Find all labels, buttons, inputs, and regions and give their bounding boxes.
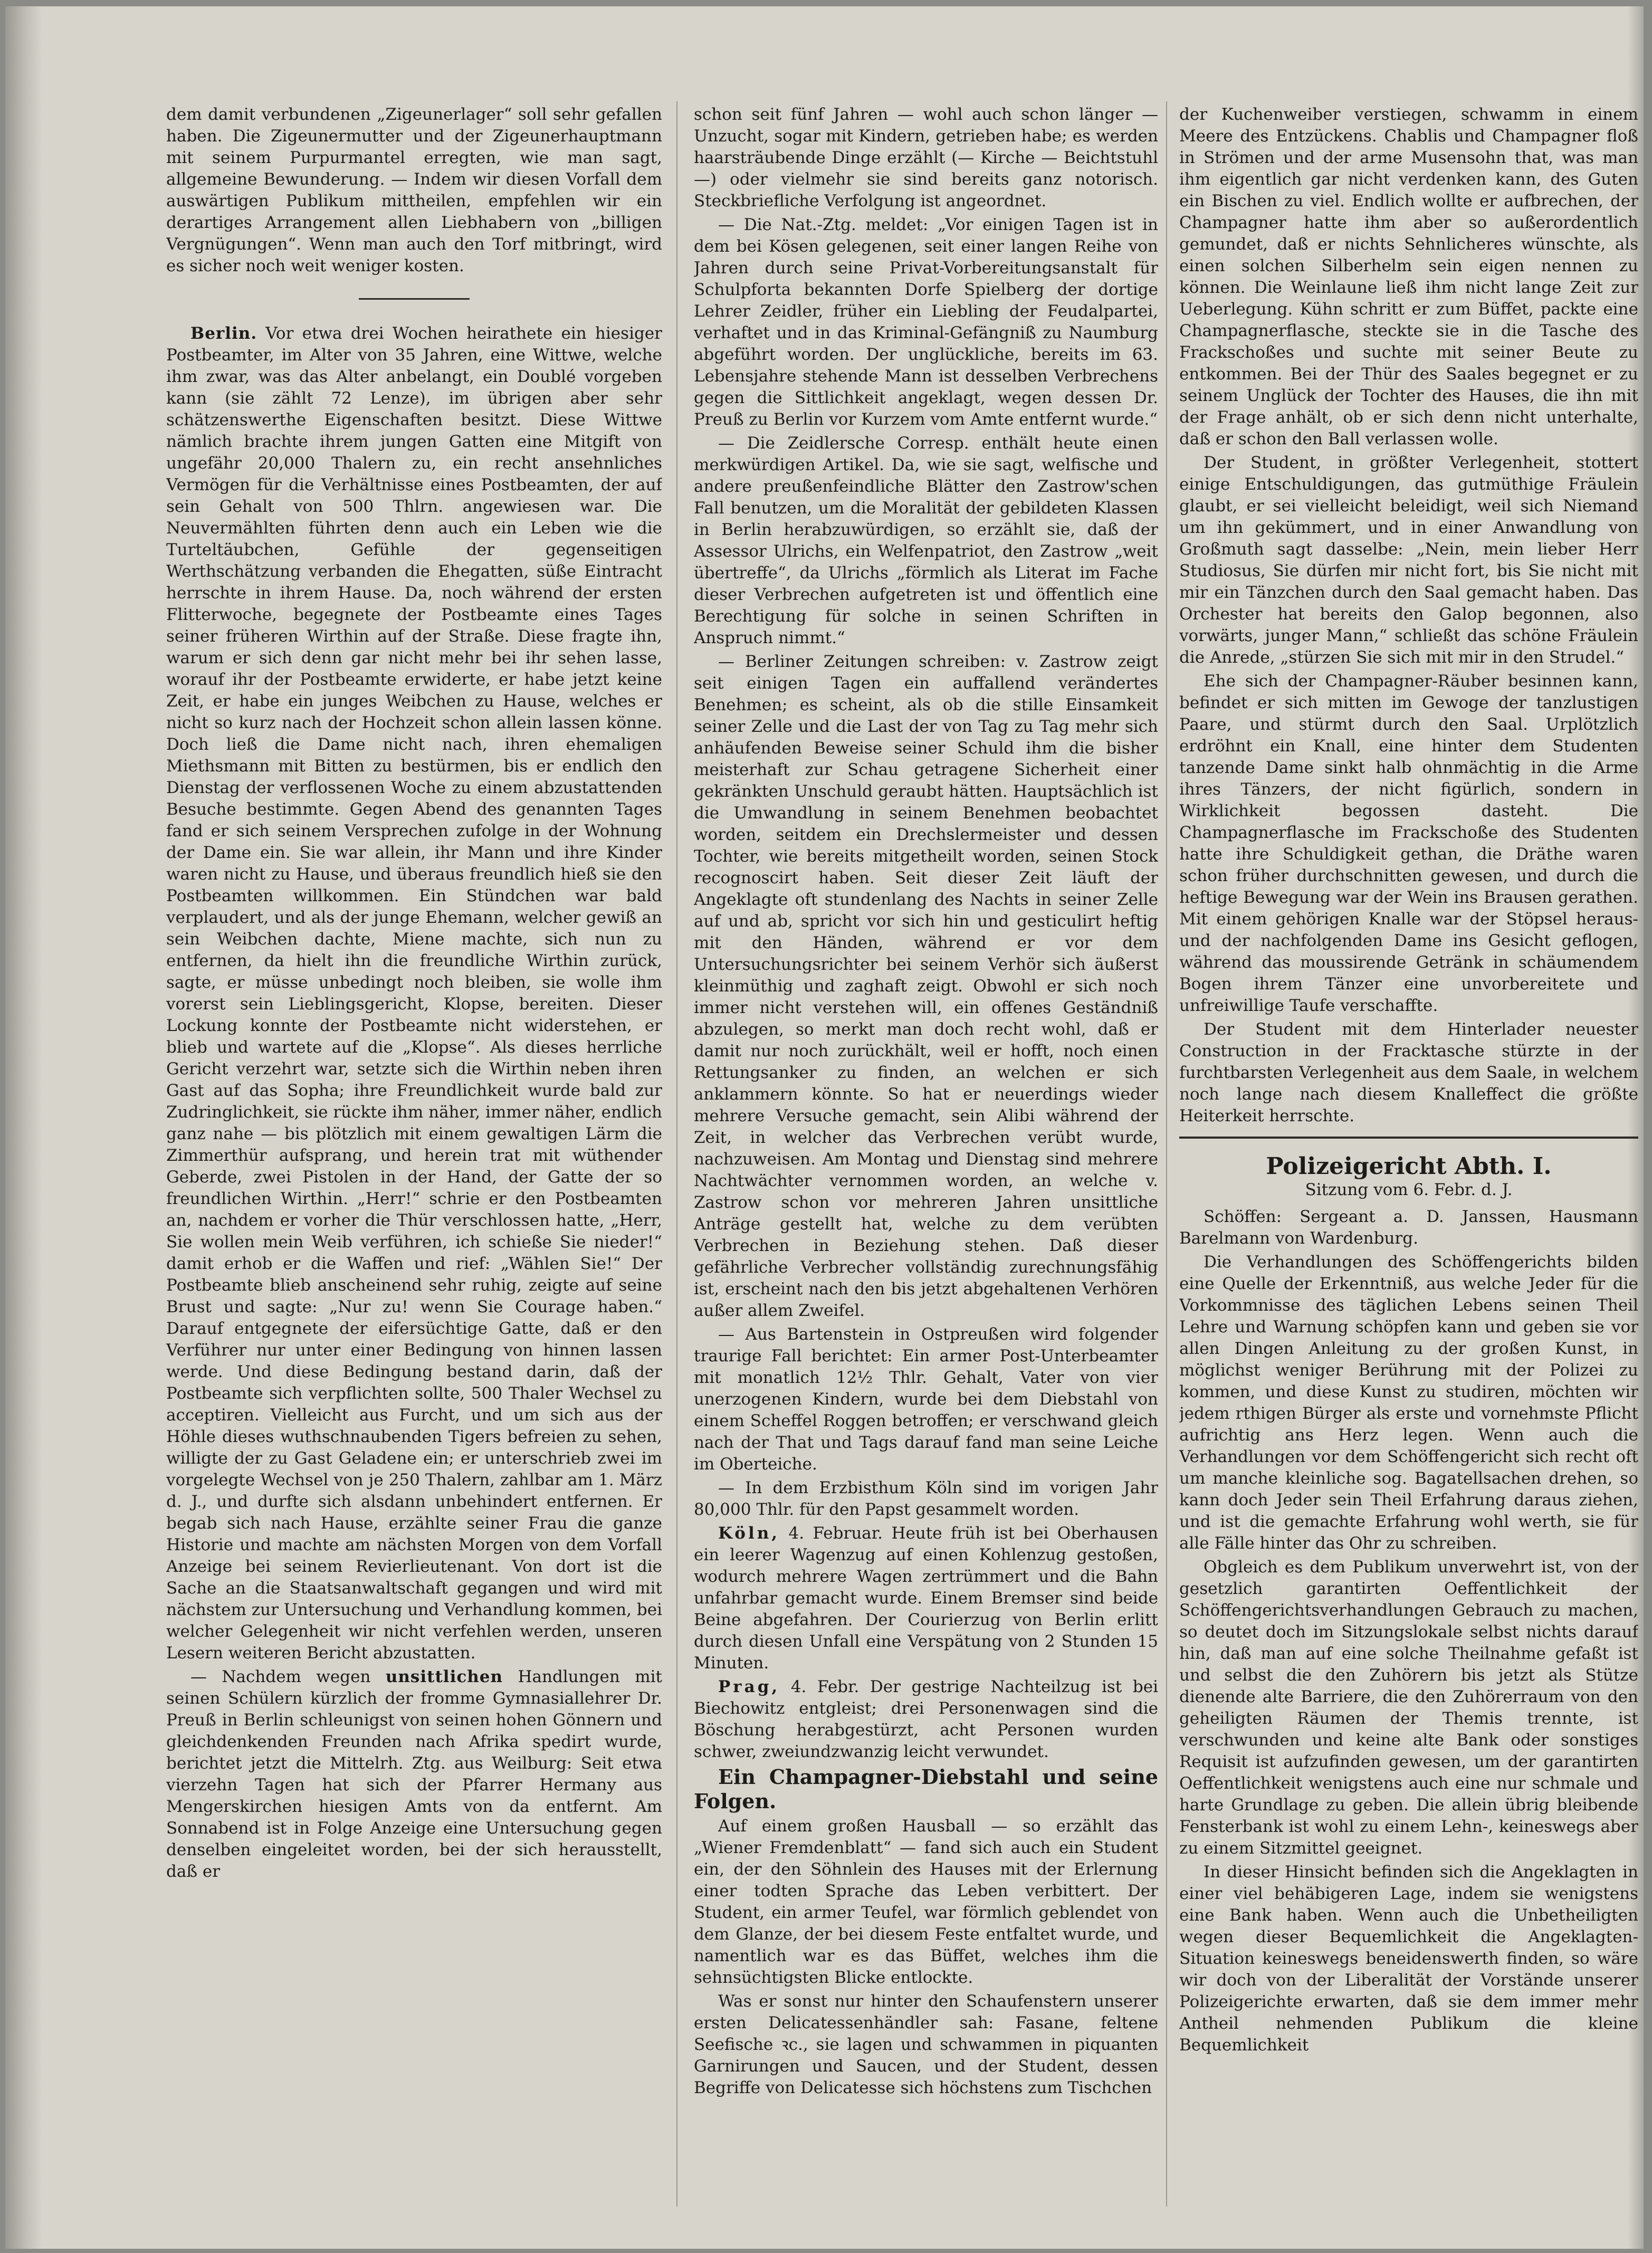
- section-divider: [1179, 1137, 1638, 1139]
- article-text: — Nachdem wegen: [190, 1667, 371, 1686]
- column-divider: [1166, 101, 1167, 2207]
- article-paragraph: Der Student mit dem Hinterlader neuester Construction in der Fracktasche stürzte in der furchtbarsten Verlegenheit aus dem Saale, in welchem noch lange nach diesem Knalleffect die größte Heiterkeit herrschte.: [1179, 1020, 1638, 1125]
- article-paragraph: — Aus Bartenstein in Ostpreußen wird folgender traurige Fall berichtet: Ein armer Post-Unterbeamter mit monatlich 12½ Thlr. Gehalt, Vater von vier unerzogenen Kindern, wurde bei dem Diebstahl von einem Scheffel Roggen betroffen; er verschwand gleich nach der That und Tags darauf fand man seine Leiche im Oberteiche.: [694, 1325, 1158, 1474]
- section-title: Polizeigericht Abth. I.: [1266, 1153, 1552, 1180]
- column-divider: [676, 101, 677, 2207]
- section-divider: [359, 298, 470, 300]
- article-paragraph: Obgleich es dem Publikum unverwehrt ist, von der gesetzlich garantirten Oeffentlichkeit der Schöffengerichtsverhandlungen Gebrauch zu machen, so deutet doch im Sitzungslokale selbst nichts darauf hin, daß man auf eine solche Theilnahme gefaßt ist und selbst die den Zuhörern bis jetzt als Stütze dienende alte Barriere, die den Zuhörerraum von den geheiligten Räumen der Themis trennte, ist verschwunden und keine alte Bank oder sonstiges Requisit ist aufzufinden gewesen, um der garantirten Oeffentlichkeit wenigstens auch eine nur schmale und harte Grundlage zu geben. Die allein übrig bleibende Fensterbank ist wohl zu einem Lehn-, keineswegs aber zu einem Sitzmittel geeignet.: [1179, 1558, 1638, 1858]
- article-paragraph: Schöffen: Sergeant a. D. Janssen, Hausmann Barelmann von Wardenburg.: [1179, 1207, 1638, 1248]
- article-paragraph: Was er sonst nur hinter den Schaufenstern unserer ersten Delicatessenhändler sah: Fasane, feltene Seefische ꝛc., sie lagen und schwammen in piquanten Garnirungen und Saucen, und der Student, dessen Begriffe von Delicatesse sich höchstens zum Tischchen: [694, 1992, 1158, 2097]
- dateline-prag: Prag,: [718, 1677, 780, 1696]
- article-paragraph: — In dem Erzbisthum Köln sind im vorigen Jahr 80,000 Thlr. für den Papst gesammelt worden.: [694, 1478, 1158, 1519]
- column-left: [166, 104, 662, 2225]
- article-text: 4. Februar. Heute früh ist bei Oberhausen ein leerer Wagenzug auf einen Kohlenzug gestoßen, wodurch mehrere Wagen zertrümmert und die Bahn unfahrbar gemacht wurde. Einem Bremser sind beide Beine abgefahren. Der Courierzug von Berlin erlitt durch diesen Unfall eine Verspätung von 2 Stunden 15 Minuten.: [694, 1524, 1158, 1673]
- column-right: [1179, 104, 1638, 2225]
- article-paragraph: [694, 1523, 1158, 1674]
- article-paragraph: der Kuchenweiber verstiegen, schwamm in einem Meere des Entzückens. Chablis und Champagner floß in Strömen und der arme Musensohn that, was man ihm eigentlich gar nicht verdenken kann, des Guten ein Bischen zu viel. Endlich wollte er aufbrechen, der Champagner hatte ihm aber so außerordentlich gemundet, daß er nichts Sehnlicheres wünschte, als einen solchen Silberhelm sein eigen nennen zu können. Die Weinlaune ließ ihm nicht lange Zeit zur Ueberlegung. Kühn schritt er zum Büffet, packte eine Champagnerflasche, steckte sie in die Tasche des Frackschoßes und suchte mit seiner Beute zu entkommen. Bei der Thür des Saales begegnet er zu seinem Unglück der Tochter des Hauses, die ihn mit der Frage anhält, ob er sich denn nicht unterhalte, daß er schon den Ball verlassen wolle.: [1179, 105, 1638, 448]
- article-paragraph: — Berliner Zeitungen schreiben: v. Zastrow zeigt seit einigen Tagen ein auffallend verändertes Benehmen; es scheint, als ob die stille Einsamkeit seiner Zelle und die Last der von Tag zu Tag mehr sich anhäufenden Beweise seiner Schuld ihm die bisher meisterhaft zur Schau getragene Sicherheit einer gekränkten Unschuld geraubt hätten. Hauptsächlich ist die Umwandlung in seinem Benehmen beobachtet worden, seitdem ein Drechslermeister und dessen Tochter, wie bereits mitgetheilt worden, seinen Stock recognoscirt haben. Seit dieser Zeit läuft der Angeklagte oft stundenlang des Nachts in seiner Zelle auf und ab, spricht vor sich hin und gesticulirt heftig mit den Händen, während er vor dem Untersuchungsrichter bei seinem Verhör sich äußerst kleinmüthig und zaghaft zeigt. Obwohl er sich noch immer nicht verstehen will, ein offenes Geständniß abzulegen, so merkt man doch recht wohl, daß er damit nur noch zurückhält, weil er hofft, noch einen Rettungsanker zu finden, an welchen er sich anklammern könnte. So hat er neuerdings wieder mehrere Versuche gemacht, sein Alibi während der Zeit, in welcher das Verbrechen verübt wurde, nachzuweisen. Am Montag und Dienstag sind mehrere Nachtwächter vernommen worden, an welche v. Zastrow schon vor mehreren Jahren unsittliche Anträge gestellt hat, welche zu dem verübten Verbrechen in Beziehung stehen. Daß dieser gefährliche Verbrecher vollständig zurechnungsfähig ist, erscheint nach den bis jetzt abgehaltenen Verhören außer allem Zweifel.: [694, 652, 1158, 1320]
- dateline-berlin: Berlin.: [190, 324, 257, 343]
- article-text: Vor etwa drei Wochen heirathete ein hiesiger Postbeamter, im Alter von 35 Jahren, eine Wittwe, welche ihm zwar, was das Alter anbelangt, ein Doublé vorgeben kann (sie zählt 72 Lenze), im übrigen aber sehr schätzenswerthe Eigenschaften besitzt. Diese Wittwe nämlich brachte ihrem jungen Gatten eine Mitgift von ungefähr 20,000 Thalern zu, ein recht ansehnliches Vermögen für die Verhältnisse eines Postbeamten, der auf sein Gehalt von 500 Thlrn. angewiesen war. Die Neuvermählten führten denn auch ein Leben wie die Turteltäubchen, Gefühle der gegenseitigen Werthschätzung verbanden die Ehegatten, süße Eintracht herrschte in ihrem Hause. Da, noch während der ersten Flitterwoche, begegnete der Postbeamte eines Tages seiner früheren Wirthin auf der Straße. Diese fragte ihn, warum er sich denn gar nicht mehr bei ihr sehen lasse, worauf ihr der Postbeamte erwiderte, er habe jetzt keine Zeit, er habe ein junges Weibchen zu Hause, welches er nicht so kurz nach der Hochzeit schon allein lassen könne. Doch ließ die Dame nicht nach, ihren ehemaligen Miethsmann mit Bitten zu bestürmen, bis er endlich den Dienstag der verflossenen Woche zu einem abzustattenden Besuche bestimmte. Gegen Abend des genannten Tages fand er sich seinem Versprechen zufolge in der Wohnung der Dame ein. Sie war allein, ihr Mann und ihre Kinder waren nicht zu Hause, und überaus freundlich hieß sie den Postbeamten willkommen. Ein Stündchen war bald verplaudert, und als der junge Ehemann, welcher gewiß an sein Weibchen dachte, Miene machte, sich nun zu entfernen, da hielt ihn die freundliche Wirthin zurück, sagte, er müsse unbedingt noch bleiben, sie wolle ihm vorerst sein Lieblingsgericht, Klopse, bereiten. Dieser Lockung konnte der Postbeamte nicht widerstehen, er blieb und wartete auf die „Klopse“. Als dieses herrliche Gericht verzehrt war, setzte sich die Wirthin neben ihren Gast auf das Sopha; ihre Freundlichkeit wurde bald zur Zudringlichkeit, sie rückte ihm näher, immer näher, endlich ganz nahe — bis plötzlich mit einem gewaltigen Lärm die Zimmerthür aufsprang, und herein trat mit wüthender Geberde, zwei Pistolen in der Hand, der Gatte der so freundlichen Wirthin. „Herr!“ schrie er den Postbeamten an, nachdem er vorher die Thür verschlossen hatte, „Herr, Sie wollen mein Weib verführen, ich schieße Sie nieder!“ damit erhob er die Waffen und rief: „Wählen Sie!“ Der Postbeamte blieb anscheinend sehr ruhig, zeigte auf seine Brust und sagte: „Nur zu! wenn Sie Courage haben.“ Darauf entgegnete der eifersüchtige Gatte, daß er den Verführer nur unter einer Bedingung von hinnen lassen werde. Und diese Bedingung bestand darin, daß der Postbeamte sich verpflichten sollte, 500 Thaler Wechsel zu acceptiren. Vielleicht aus Furcht, und um sich aus der Höhle dieses wuthschnaubenden Tigers befreien zu sehen, willigte der zu Gast Geladene ein; er unterschrieb zwei im vorgelegte Wechsel von je 250 Thalern, zahlbar am 1. März d. J., und durfte sich alsdann unbehindert entfernen. Er begab sich nach Hause, erzählte seiner Frau die ganze Historie und machte am nächsten Morgen von dem Vorfall Anzeige bei seinem Revierlieutenant. Von dort ist die Sache an die Staatsanwaltschaft gegangen und wird mit nächstem zur Untersuchung und Verhandlung kommen, bei welcher Gelegenheit wir nicht verfehlen werden, unseren Lesern weiteren Bericht abzustatten.: [166, 324, 662, 1663]
- article-paragraph: Die Verhandlungen des Schöffengerichts bilden eine Quelle der Erkenntniß, aus welche Jeder für die Vorkommnisse des täglichen Lebens seinen Theil Lehre und Warnung schöpfen kann und geben sie vor allen Dingen Anleitung zu der großen Kunst, in möglichst weniger Berührung mit der Polizei zu kommen, und diese Kunst zu studiren, möchten wir jedem rthigen Bürger als erste und vornehmste Pflicht aufrichtig ans Herz legen. Wenn auch die Verhandlungen vor dem Schöffengericht sich recht oft um manche kleinliche sog. Bagatellsachen drehen, so kann doch Jeder sein Theil Erfahrung daraus ziehen, und ist die gemachte Erfahrung wohl werth, sie für alle Fälle hinter das Ohr zu schreiben.: [1179, 1253, 1638, 1553]
- newspaper-page: [5, 6, 1644, 2249]
- emphasis-word: unsittlichen: [385, 1667, 503, 1686]
- article-paragraph: [166, 1666, 662, 1883]
- article-paragraph: Auf einem großen Hausball — so erzählt das „Wiener Fremdenblatt“ — fand sich auch ein Student ein, der den Söhnlein des Hauses mit der Erlernung einer todten Sprache das Leben verbittert. Der Student, ein armer Teufel, war förmlich geblendet von dem Glanze, der bei diesem Feste entfaltet wurde, und namentlich war es das Büffet, welches ihm die sehnsüchtigsten Blicke entlockte.: [694, 1817, 1158, 1987]
- article-paragraph: — Die Nat.-Ztg. meldet: „Vor einigen Tagen ist in dem bei Kösen gelegenen, seit einer langen Reihe von Jahren durch seine Privat-Vorbereitungsanstalt für Schulpforta bekannten Dorfe Spielberg der dortige Lehrer Zeidler, früher ein Liebling der Feudalpartei, verhaftet und in das Kriminal-Gefängniß zu Naumburg abgeführt worden. Der unglückliche, bereits im 63. Lebensjahre stehende Mann ist desselben Verbrechens gegen die Sittlichkeit angeklagt, wegen dessen Dr. Preuß zu Berlin vor Kurzem vom Amte entfernt wurde.“: [694, 215, 1158, 429]
- column-middle: [694, 104, 1158, 2225]
- dateline-koeln: Köln,: [718, 1524, 780, 1543]
- article-paragraph: [166, 323, 662, 1664]
- article-paragraph: In dieser Hinsicht befinden sich die Angeklagten in einer viel behäbigeren Lage, indem sie wenigstens eine Bank haben. Wenn auch die Unbetheiligten wegen dieser Bequemlichkeit die Angeklagten-Situation keineswegs beneidenswerth finden, so wäre wir doch von der Liberalität der Vorstände unserer Polizeigerichte erwarten, daß sie dem immer mehr Antheil nehmenden Publikum die kleine Bequemlichkeit: [1179, 1863, 1638, 2055]
- article-paragraph: — Die Zeidlersche Corresp. enthält heute einen merkwürdigen Artikel. Da, wie sie sagt, welfische und andere preußenfeindliche Blätter den Zastrow'schen Fall benutzen, um die Moralität der gebildeten Klassen in Berlin herabzuwürdigen, so erzählt sie, daß der Assessor Ulrichs, ein Welfenpatriot, den Zastrow „weit übertreffe“, da Ulrichs „förmlich als Literat im Fache dieser Verbrechen aufgetreten ist und öffentlich eine Berechtigung für solche in seinen Schriften in Anspruch nimmt.“: [694, 434, 1158, 647]
- article-paragraph: schon seit fünf Jahren — wohl auch schon länger — Unzucht, sogar mit Kindern, getrieben habe; es werden haarsträubende Dinge erzählt (— Kirche — Beichtstuhl —) oder vielmehr sie sind bereits ganz notorisch. Steckbriefliche Verfolgung ist angeordnet.: [694, 105, 1158, 211]
- section-subtitle: Sitzung vom 6. Febr. d. J.: [1305, 1180, 1513, 1199]
- page-binding-shadow: [5, 6, 42, 2249]
- article-text: 4. Febr. Der gestrige Nachteilzug ist bei Biechowitz entgleist; drei Personenwagen sind die Böschung herabgestürzt, acht Personen wurden schwer, zweiundzwanzig leicht verwundet.: [694, 1677, 1158, 1761]
- article-paragraph: [694, 1676, 1158, 1763]
- article-paragraph: Der Student, in größter Verlegenheit, stottert einige Entschuldigungen, das gutmüthige Fräulein glaubt, er sei vielleicht beleidigt, weil sich Niemand um ihn gekümmert, und in einer Anwandlung von Großmuth sagt dasselbe: „Nein, mein lieber Herr Studiosus, Sie dürfen mir nicht fort, bis Sie nicht mit mir ein Tänzchen durch den Saal gemacht haben. Das Orchester hat bereits den Galop begonnen, also vorwärts, junger Mann,“ schließt das schöne Fräulein die Anrede, „stürzen Sie sich mit mir in den Strudel.“: [1179, 453, 1638, 667]
- article-paragraph: Ehe sich der Champagner-Räuber besinnen kann, befindet er sich mitten im Gewoge der tanzlustigen Paare, und stürmt durch den Saal. Urplötzlich erdröhnt ein Knall, eine hinter dem Studenten tanzende Dame sinkt halb ohnmächtig in die Arme ihres Tänzers, der nicht figürlich, sondern in Wirklichkeit begossen dasteht. Die Champagnerflasche im Frackschoße des Studenten hatte ihre Schuldigkeit gethan, die Dräthe waren schon früher durchschnitten gewesen, und durch die heftige Bewegung war der Wein ins Brausen gerathen. Mit einem gehörigen Knalle war der Stöpsel heraus- und der nachfolgenden Dame ins Gesicht geflogen, während das moussirende Getränk in schäumendem Bogen ihrem Tänzer eine unvorbereitete und unfreiwillige Taufe verschaffte.: [1179, 672, 1638, 1015]
- article-text: Handlungen mit seinen Schülern kürzlich der fromme Gymnasiallehrer Dr. Preuß in Berlin schleunigst von seinen hohen Gönnern und gleichdenkenden Freunden nach Afrika spedirt wurde, berichtet jetzt die Mittelrh. Ztg. aus Weilburg: Seit etwa vierzehn Tagen hat sich der Pfarrer Hermany aus Mengerskirchen hiesigen Amts von da entfernt. Am Sonnabend ist in Folge Anzeige eine Untersuchung gegen denselben eingeleitet worden, bei der sich herausstellt, daß er: [166, 1667, 662, 1881]
- article-headline: Ein Champagner-Diebstahl und seine Folgen.: [694, 1765, 1158, 1813]
- article-paragraph: dem damit verbundenen „Zigeunerlager“ soll sehr gefallen haben. Die Zigeunermutter und der Zigeunerhauptmann mit seinem Purpurmantel erregten, wie man sagt, allgemeine Bewunderung. — Indem wir diesen Vorfall dem auswärtigen Publikum mittheilen, empfehlen wir ein derartiges Arrangement allen Liebhabern von „billigen Vergnügungen“. Wenn man auch den Torf mitbringt, wird es sicher noch weit weniger kosten.: [166, 105, 662, 275]
